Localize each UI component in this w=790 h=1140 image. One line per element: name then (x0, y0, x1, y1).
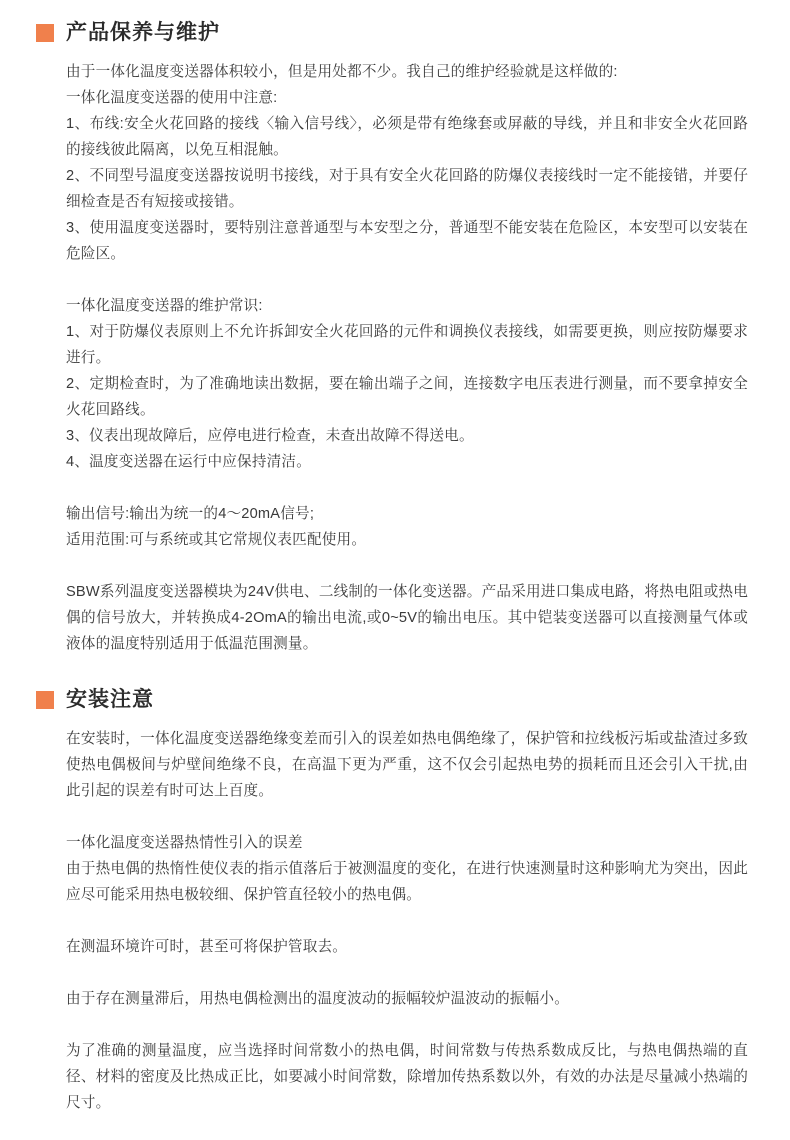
section-heading-maintenance (36, 20, 754, 45)
section-heading-installation (36, 687, 754, 712)
section-title: 产品保养与维护 (66, 21, 220, 44)
section-title: 安装注意 (66, 688, 154, 712)
paragraph: 4、温度变送器在运行中应保持清洁。 (66, 454, 312, 471)
paragraph-spacer (66, 1012, 748, 1038)
paragraph: 2、定期检查时，为了准确地读出数据，要在输出端子之间，连接数字电压表进行测量，而不要拿掉安全火花回路线。 (66, 376, 748, 419)
paragraph: 由于热电偶的热惰性使仪表的指示值落后于被测温度的变化，在进行快速测量时这种影响尤为突出，因此应尽可能采用热电极较细、保护管直径较小的热电偶。 (66, 861, 748, 904)
paragraph: 一体化温度变送器的维护常识: (66, 298, 263, 315)
paragraph: 3、使用温度变送器时，要特别注意普通型与本安型之分，普通型不能安装在危险区，本安型可以安装在危险区。 (66, 220, 748, 263)
paragraph: SBW系列温度变送器模块为24V供电、二线制的一体化变送器。产品采用进口集成电路，将热电阻或热电偶的信号放大，并转换成4-2OmA的输出电流,或0~5V的输出电压。其中铠装变送器可以直接测量气体或液体的温度特别适用于低温范围测量。 (66, 584, 748, 653)
paragraph-spacer (66, 267, 748, 293)
section-body-installation (36, 726, 754, 1116)
paragraph: 由于存在测量滞后，用热电偶检测出的温度波动的振幅较炉温波动的振幅小。 (66, 991, 569, 1008)
section-body-maintenance (36, 59, 754, 657)
paragraph-spacer (66, 475, 748, 501)
paragraph: 1、布线:安全火花回路的接线〈输入信号线〉，必须是带有绝缘套或屏蔽的导线，并且和非安全火花回路的接线彼此隔离，以免互相混触。 (66, 116, 748, 159)
paragraph-spacer (66, 908, 748, 934)
section-maintenance (36, 20, 754, 657)
paragraph-spacer (66, 960, 748, 986)
section-installation (36, 687, 754, 1116)
paragraph: 2、不同型号温度变送器按说明书接线，对于具有安全火花回路的防爆仪表接线时一定不能接错，并要仔细检查是否有短接或接错。 (66, 168, 748, 211)
paragraph: 由于一体化温度变送器体积较小，但是用处都不少。我自己的维护经验就是这样做的: (66, 64, 618, 81)
paragraph: 在测温环境许可时，甚至可将保护管取去。 (66, 939, 348, 956)
paragraph: 适用范围:可与系统或其它常规仪表匹配使用。 (66, 532, 367, 549)
accent-bar-icon (36, 691, 54, 709)
paragraph: 3、仪表出现故障后，应停电进行检查，未查出故障不得送电。 (66, 428, 474, 445)
paragraph-spacer (66, 553, 748, 579)
page-bottom-spacer (36, 1116, 754, 1122)
paragraph: 一体化温度变送器的使用中注意: (66, 90, 278, 107)
paragraph-spacer (66, 804, 748, 830)
paragraph: 为了准确的测量温度，应当选择时间常数小的热电偶，时间常数与传热系数成反比，与热电偶热端的直径、材料的密度及比热成正比，如要减小时间常数，除增加传热系数以外，有效的办法是尽量减小热端的尺寸。 (66, 1043, 748, 1112)
paragraph: 输出信号:输出为统一的4～20mA信号; (66, 506, 315, 523)
accent-bar-icon (36, 24, 54, 42)
paragraph: 在安装时，一体化温度变送器绝缘变差而引入的误差如热电偶绝缘了，保护管和拉线板污垢或盐渣过多致使热电偶极间与炉壁间绝缘不良，在高温下更为严重，这不仅会引起热电势的损耗而且还会引入干扰,由此引起的误差有时可达上百度。 (66, 731, 748, 800)
paragraph: 1、对于防爆仪表原则上不允许拆卸安全火花回路的元件和调换仪表接线，如需要更换，则应按防爆要求进行。 (66, 324, 748, 367)
paragraph: 一体化温度变送器热情性引入的误差 (66, 835, 303, 852)
